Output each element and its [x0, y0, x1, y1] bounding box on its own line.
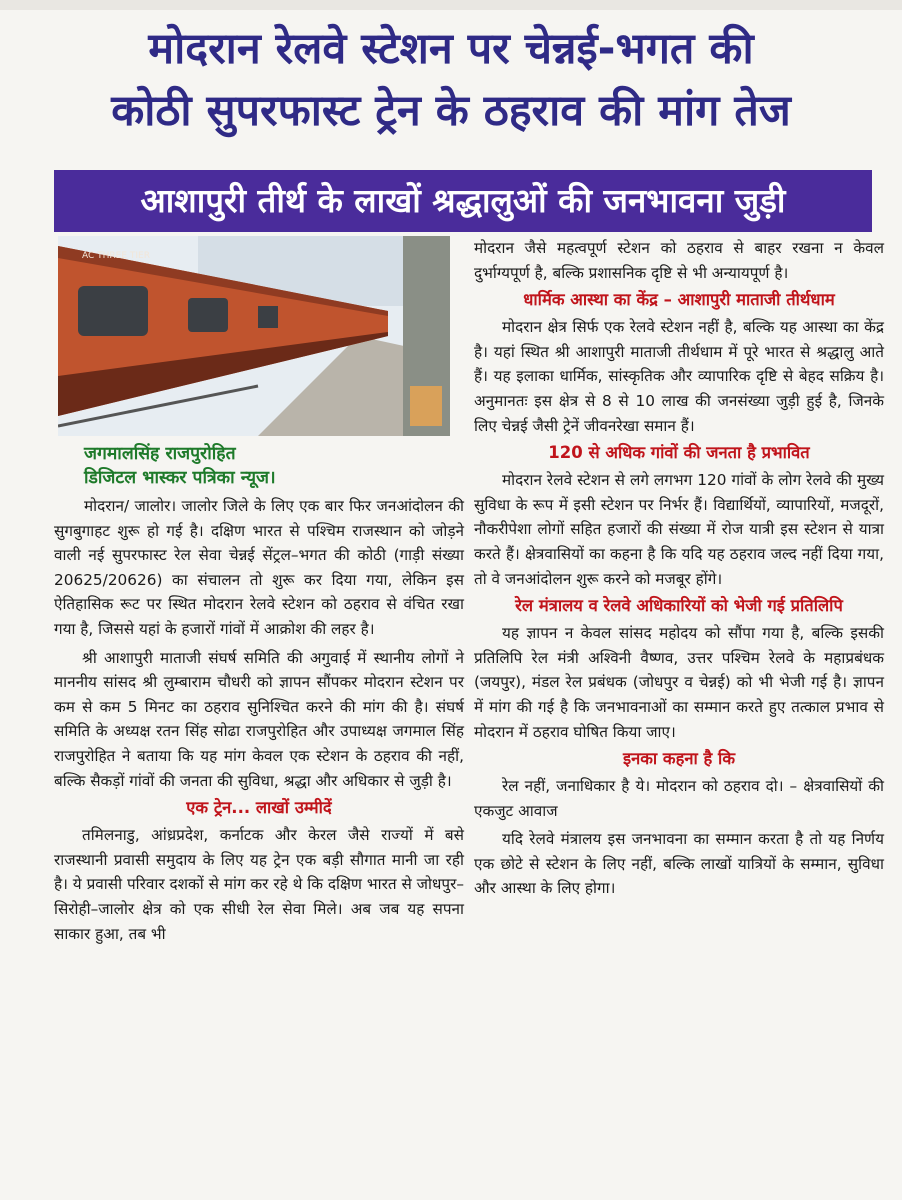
article-paragraph: मोदरान क्षेत्र सिर्फ एक रेलवे स्टेशन नहीं है, बल्कि यह आस्था का केंद्र है। यहां स्थित श्री आशापुरी माताजी तीर्थधाम में पूरे भारत से श्रद्धालु आते हैं। यह इलाका धार्मिक, सांस्कृतिक और व्यापारिक दृष्टि से बेहद सक्रिय है। अनुमानतः इस क्षेत्र से 8 से 10 लाख की जनसंख्या जुड़ी हुई है, जिनके लिए चेन्नई जैसी ट्रेनें जीवनरेखा समान हैं। [474, 318, 884, 435]
byline-agency: डिजिटल भास्कर पत्रिका न्यूज। [84, 468, 276, 488]
section-heading: इनका कहना है कि [622, 749, 735, 769]
article-paragraph: रेल नहीं, जनाधिकार है ये। मोदरान को ठहराव दो। – क्षेत्रवासियों की एकजुट आवाज [474, 777, 884, 820]
top-strip [0, 0, 902, 10]
coach-window [188, 298, 228, 332]
byline-author: जगमालसिंह राजपुरोहित [84, 444, 236, 464]
section-heading: एक ट्रेन... लाखों उम्मीदें [186, 798, 332, 818]
headline-line-1: मोदरान रेलवे स्टेशन पर चेन्नई-भगत की [148, 24, 754, 74]
section-heading: 120 से अधिक गांवों की जनता है प्रभावित [548, 443, 810, 463]
headline [20, 18, 882, 142]
subheadline-banner: आशापुरी तीर्थ के लाखों श्रद्धालुओं की जनभावना जुड़ी [54, 170, 872, 232]
article-paragraph: मोदरान/ जालोर। जालोर जिले के लिए एक बार फिर जनआंदोलन की सुगबुगाहट शुरू हो गई है। दक्षिण भारत से पश्चिम राजस्थान को जोड़ने वाली नई सुपरफास्ट रेल सेवा चेन्नई सेंट्रल–भगत की कोठी (गाड़ी संख्या 20625/20626) का संचालन तो शुरू कर दिया गया, लेकिन इस ऐतिहासिक रूट पर स्थित मोदरान रेलवे स्टेशन को ठहराव से वंचित रखा गया है, जिससे यहां के हजारों गांवों में आक्रोश की लहर है। [54, 497, 464, 638]
coach-window [78, 286, 148, 336]
section-heading: धार्मिक आस्था का केंद्र – आशापुरी माताजी तीर्थधाम [523, 290, 835, 310]
coach-text: AC THREE TIER [82, 251, 150, 261]
article-paragraph: मोदरान जैसे महत्वपूर्ण स्टेशन को ठहराव से बाहर रखना न केवल दुर्भाग्यपूर्ण है, बल्कि प्रशासनिक दृष्टि से भी अन्यायपूर्ण है। [474, 239, 884, 282]
article-paragraph: यदि रेलवे मंत्रालय इस जनभावना का सम्मान करता है तो यह निर्णय एक छोटे से स्टेशन के लिए नहीं, बल्कि लाखों यात्रियों के सम्मान, सुविधा और आस्था के लिए होगा। [474, 830, 884, 898]
coach-door [258, 306, 278, 328]
left-column [54, 236, 464, 1196]
section-heading: रेल मंत्रालय व रेलवे अधिकारियों को भेजी गई प्रतिलिपि [515, 596, 843, 616]
article-paragraph: श्री आशापुरी माताजी संघर्ष समिति की अगुवाई में स्थानीय लोगों ने माननीय सांसद श्री लुम्बाराम चौधरी को ज्ञापन सौंपकर मोदरान स्टेशन पर कम से कम 5 मिनट का ठहराव सुनिश्चित करने की मांग की है। संघर्ष समिति के अध्यक्ष रतन सिंह सोढा राजपुरोहित और उपाध्यक्ष जगमाल सिंह राजपुरोहित ने बताया कि यह मांग केवल एक स्टेशन के ठहराव की नहीं, बल्कि सैकड़ों गांवों की जनता की सुविधा, श्रद्धा और अधिकार से जुड़ी है। [54, 648, 464, 790]
article-paragraph: यह ज्ञापन न केवल सांसद महोदय को सौंपा गया है, बल्कि इसकी प्रतिलिपि रेल मंत्री अश्विनी वैष्णव, उत्तर पश्चिम रेलवे के महाप्रबंधक (जयपुर), मंडल रेल प्रबंधक (जोधपुर व चेन्नई) को भी भेजी गई है। ज्ञापन में मांग की गई है कि जनभावनाओं का सम्मान करते हुए तत्काल प्रभाव से मोदरान में ठहराव घोषित किया जाए। [474, 624, 884, 741]
article-paragraph: मोदरान रेलवे स्टेशन से लगे लगभग 120 गांवों के लोग रेलवे की मुख्य सुविधा के रूप में इसी स्टेशन पर निर्भर हैं। विद्यार्थियों, व्यापारियों, मजदूरों, नौकरीपेशा लोगों सहित हजारों की संख्या में रोज यात्री इस स्टेशन से यात्रा करते हैं। क्षेत्रवासियों का कहना है कि यदि यह ठहराव जल्द नहीं दिया गया, तो वे जनआंदोलन शुरू करने को मजबूर होंगे। [474, 471, 884, 588]
train-illustration [58, 236, 450, 436]
right-column [474, 236, 884, 1196]
article-paragraph: तमिलनाडु, आंध्रप्रदेश, कर्नाटक और केरल जैसे राज्यों में बसे राजस्थानी प्रवासी समुदाय के लिए यह ट्रेन एक बड़ी सौगात मानी जा रही है। ये प्रवासी परिवार दशकों से मांग कर रहे थे कि दक्षिण भारत से जोधपुर–सिरोही–जालोर क्षेत्र को एक सीधी रेल सेवा मिले। अब जब यह सपना साकार हुआ, तब भी [54, 826, 464, 943]
train-photo [58, 236, 450, 436]
headline-line-2: कोठी सुपरफास्ट ट्रेन के ठहराव की मांग तेज [111, 86, 791, 136]
byline [84, 442, 464, 490]
